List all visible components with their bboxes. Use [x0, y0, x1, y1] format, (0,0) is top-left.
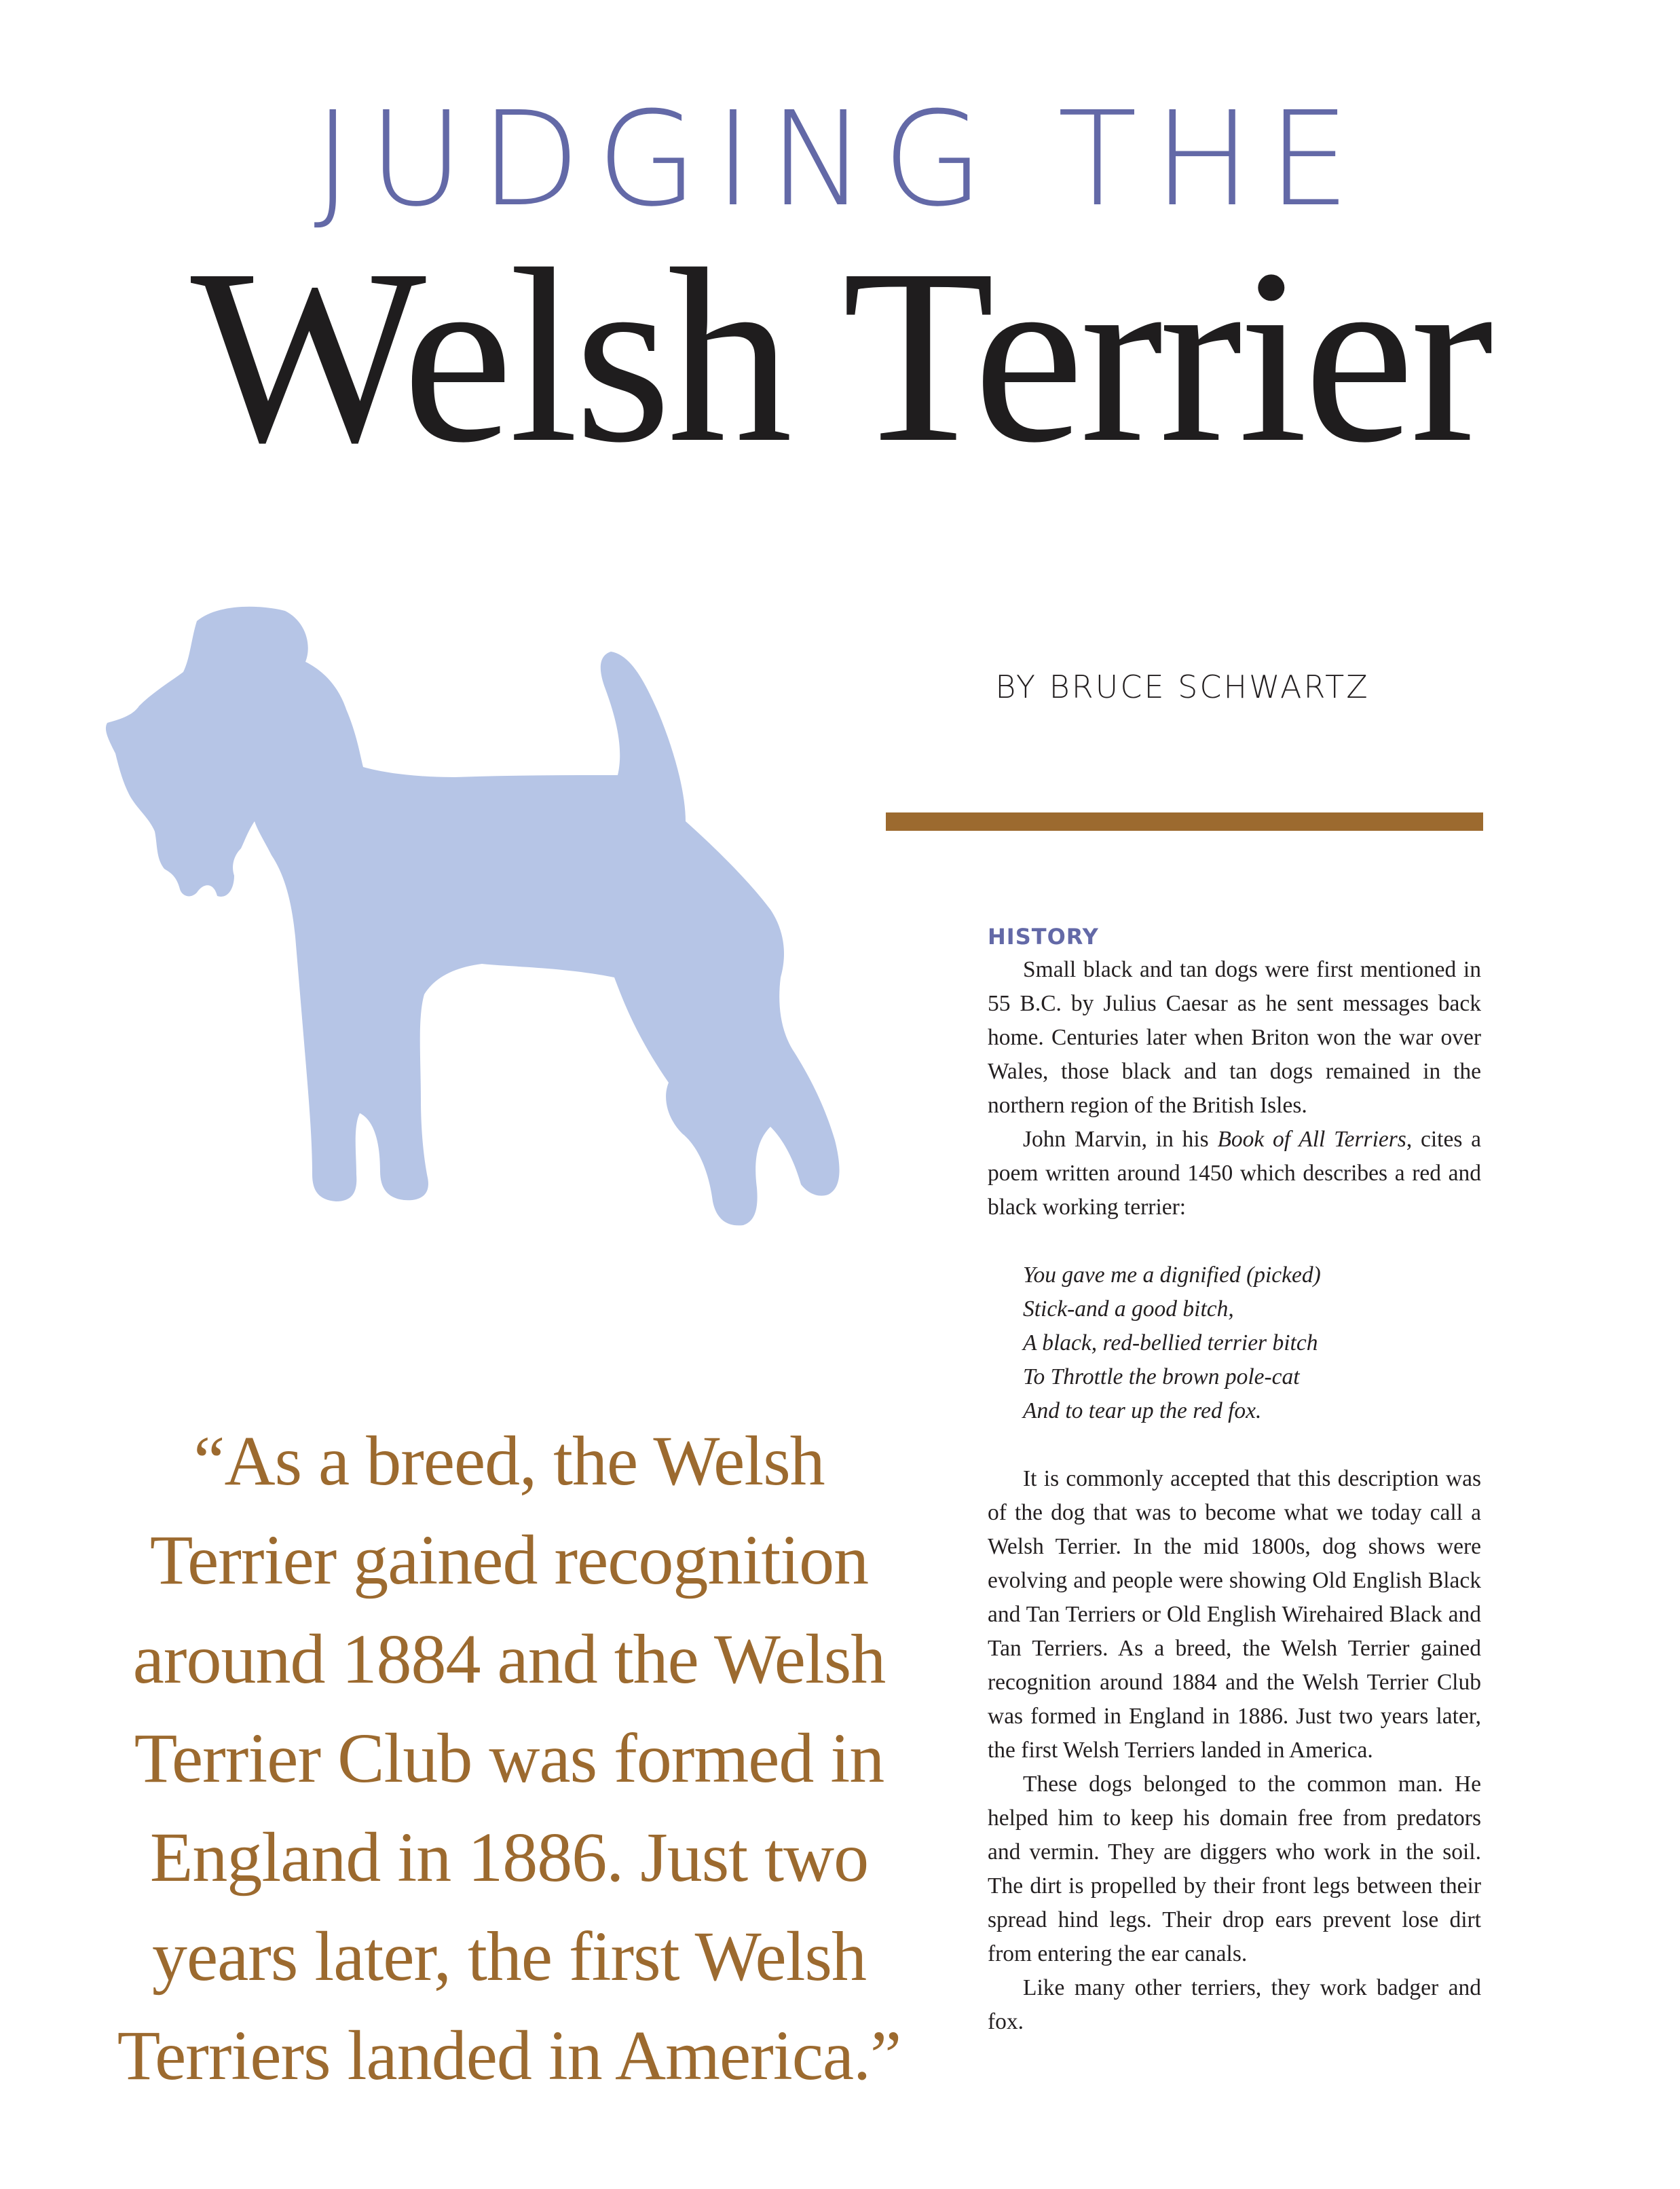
paragraph-2-before: John Marvin, in his — [1023, 1127, 1218, 1152]
paragraph-4: These dogs belonged to the common man. He helped him to keep his domain free from predators and vermin. They are diggers who work in the soil. The dirt is propelled by their front legs between their spread hind legs. Their drop ears prevent lose dirt from entering the ear canals. — [988, 1772, 1481, 1966]
article-body — [988, 920, 1481, 2039]
poem-line: Stick-and a good bitch, — [1023, 1296, 1234, 1322]
section-heading: HISTORY — [988, 924, 1099, 950]
poem-line: You gave me a dignified (picked) — [1023, 1262, 1321, 1288]
paragraph-2-after: , cites a poem written around 1450 which describes a red and black working terrier: — [988, 1127, 1482, 1220]
paragraph-3: It is commonly accepted that this description was of the dog that was to become what we today call a Welsh Terrier. In the mid 1800s, dog shows were evolving and people were showing Old English Black and Tan Terriers or Old English Wirehaired Black and Tan Terriers. As a breed, the Welsh Terrier gained recognition around 1884 and the Welsh Terrier Club was formed in England in 1886. Just two years later, the first Welsh Terriers landed in America. — [988, 1466, 1481, 1763]
book-title: Book of All Terriers — [1217, 1127, 1406, 1152]
paragraph-5: Like many other terriers, they work badger and fox. — [988, 1975, 1481, 2034]
pull-quote: “As a breed, the Welsh Terrier gained recognition around 1884 and the Welsh Terrier Club was formed in England in 1886. Just two years later, the first Welsh Terriers landed in America.” — [117, 1422, 901, 2095]
poem-line: And to tear up the red fox. — [1023, 1398, 1262, 1423]
divider-rule — [886, 812, 1483, 831]
paragraph-2 — [988, 1123, 1481, 1224]
byline: BY BRUCE SCHWARTZ — [995, 669, 1370, 705]
page-title: Welsh Terrier — [190, 217, 1490, 494]
paragraph-1: Small black and tan dogs were first mentioned in 55 B.C. by Julius Caesar as he sent messages back home. Centuries later when Briton won the war over Wales, those black and tan dogs remained in the northern region of the British Isles. — [988, 957, 1481, 1118]
welsh-terrier-silhouette-icon — [102, 597, 882, 1296]
poem-line: A black, red-bellied terrier bitch — [1023, 1330, 1318, 1355]
kicker-title: JUDGING THE — [314, 84, 1366, 236]
poem-line: To Throttle the brown pole-cat — [1023, 1364, 1300, 1389]
poem — [1023, 1258, 1481, 1428]
